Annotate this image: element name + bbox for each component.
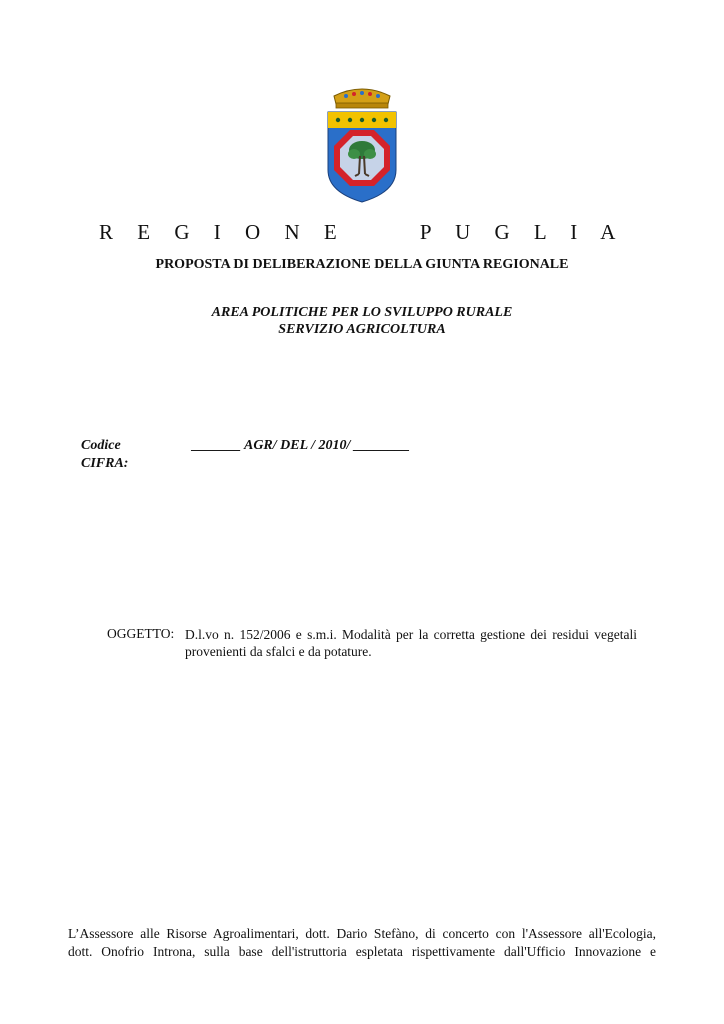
subject-text	[185, 626, 637, 660]
shield-icon	[328, 112, 396, 202]
body-line-2: dott. Onofrio Introna, sulla base dell'istruttoria espletata rispettivamente dall'Ufficio Innovazione e	[68, 944, 656, 959]
cifra-label: CIFRA:	[81, 456, 129, 471]
subject-line-2: provenienti da sfalci e da potature.	[185, 644, 372, 659]
page-title: R E G I O N E P U G L I A	[99, 220, 625, 244]
body-paragraph	[68, 925, 656, 961]
coat-of-arms-icon	[324, 84, 400, 204]
service-heading: SERVIZIO AGRICOLTURA	[278, 322, 446, 337]
area-heading: AREA POLITICHE PER LO SVILUPPO RURALE	[211, 305, 513, 320]
subject-line-1: D.l.vo n. 152/2006 e s.m.i. Modalità per la corretta gestione dei residui vegetali	[185, 627, 637, 642]
body-line-1: L’Assessore alle Risorse Agroalimentari, dott. Dario Stefàno, di concerto con l'Assessore all'Ecologia,	[68, 926, 656, 941]
code-value: _______ AGR/ DEL / 2010/ ________	[192, 438, 410, 453]
code-label: Codice	[81, 438, 121, 453]
crown-icon	[334, 89, 390, 108]
subject-label: OGGETTO:	[107, 626, 175, 641]
proposal-heading: PROPOSTA DI DELIBERAZIONE DELLA GIUNTA REGIONALE	[155, 257, 569, 272]
